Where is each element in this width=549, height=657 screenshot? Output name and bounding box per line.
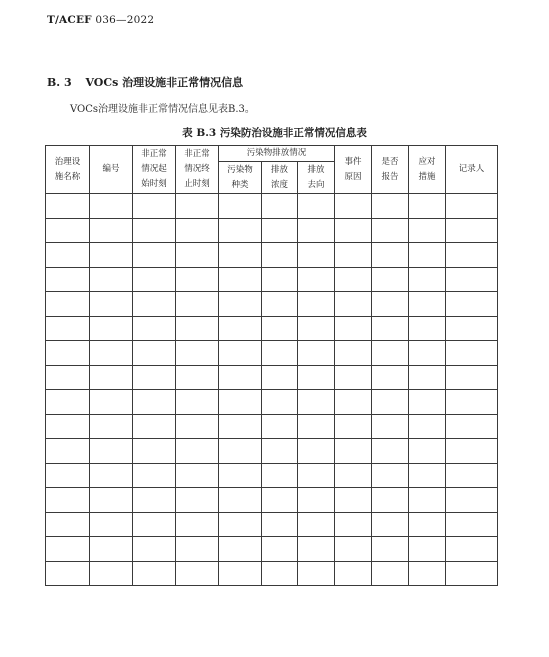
table-cell bbox=[372, 267, 409, 292]
table-cell bbox=[46, 243, 90, 268]
table-cell bbox=[262, 341, 298, 366]
table-cell bbox=[46, 390, 90, 415]
table-cell bbox=[262, 243, 298, 268]
table-cell bbox=[219, 194, 262, 219]
table-cell bbox=[409, 390, 446, 415]
table-row bbox=[46, 512, 498, 537]
table-cell bbox=[133, 463, 176, 488]
document-code-prefix: T/ACEF bbox=[47, 14, 92, 26]
table-cell bbox=[46, 439, 90, 464]
table-row bbox=[46, 390, 498, 415]
header-pollutant-type: 污染物 种类 bbox=[219, 162, 262, 194]
table-cell bbox=[372, 463, 409, 488]
table-cell bbox=[372, 243, 409, 268]
table-cell bbox=[133, 537, 176, 562]
table-cell bbox=[335, 194, 372, 219]
table-cell bbox=[446, 488, 498, 513]
table-cell bbox=[219, 218, 262, 243]
table-cell bbox=[262, 365, 298, 390]
table-cell bbox=[219, 488, 262, 513]
table-cell bbox=[176, 488, 219, 513]
section-number: B. 3 bbox=[47, 76, 72, 89]
table-cell bbox=[133, 194, 176, 219]
table-cell bbox=[262, 414, 298, 439]
table-cell bbox=[372, 292, 409, 317]
table-cell bbox=[176, 561, 219, 586]
table-cell bbox=[46, 414, 90, 439]
table-cell bbox=[298, 537, 335, 562]
table-cell bbox=[262, 537, 298, 562]
table-cell bbox=[446, 414, 498, 439]
document-code-number: 036—2022 bbox=[95, 14, 155, 26]
table-cell bbox=[219, 537, 262, 562]
table-cell bbox=[133, 218, 176, 243]
table-cell bbox=[372, 414, 409, 439]
table-cell bbox=[372, 537, 409, 562]
section-title: VOCs 治理设施非正常情况信息 bbox=[85, 76, 244, 89]
table-cell bbox=[409, 463, 446, 488]
table-cell bbox=[298, 512, 335, 537]
section-heading bbox=[47, 74, 243, 90]
table-cell bbox=[335, 561, 372, 586]
table-cell bbox=[446, 218, 498, 243]
table-cell bbox=[446, 512, 498, 537]
table-row bbox=[46, 316, 498, 341]
table-cell bbox=[176, 365, 219, 390]
header-recorder: 记录人 bbox=[446, 146, 498, 194]
table-cell bbox=[372, 365, 409, 390]
table-cell bbox=[446, 537, 498, 562]
table-cell bbox=[409, 292, 446, 317]
table-cell bbox=[133, 365, 176, 390]
table-cell bbox=[298, 414, 335, 439]
table-cell bbox=[133, 316, 176, 341]
table-cell bbox=[90, 218, 133, 243]
table-row bbox=[46, 488, 498, 513]
table-body bbox=[46, 194, 498, 586]
table-cell bbox=[335, 439, 372, 464]
table-cell bbox=[46, 561, 90, 586]
table-cell bbox=[262, 561, 298, 586]
table-cell bbox=[335, 537, 372, 562]
table-cell bbox=[133, 561, 176, 586]
table-row bbox=[46, 194, 498, 219]
table-cell bbox=[219, 365, 262, 390]
table-cell bbox=[335, 292, 372, 317]
table-cell bbox=[372, 390, 409, 415]
table-cell bbox=[298, 390, 335, 415]
table-cell bbox=[409, 488, 446, 513]
table-row bbox=[46, 439, 498, 464]
header-end-time: 非正常 情况终 止时刻 bbox=[176, 146, 219, 194]
table-cell bbox=[90, 488, 133, 513]
header-emission-dest: 排放 去向 bbox=[298, 162, 335, 194]
table-cell bbox=[219, 341, 262, 366]
header-emission-conc: 排放 浓度 bbox=[262, 162, 298, 194]
table-cell bbox=[176, 414, 219, 439]
header-event-cause: 事件 原因 bbox=[335, 146, 372, 194]
table-cell bbox=[298, 243, 335, 268]
table-cell bbox=[46, 537, 90, 562]
table-cell bbox=[133, 341, 176, 366]
table-cell bbox=[446, 194, 498, 219]
table-cell bbox=[262, 439, 298, 464]
table-cell bbox=[372, 194, 409, 219]
table-cell bbox=[262, 488, 298, 513]
header-measures: 应对 措施 bbox=[409, 146, 446, 194]
header-reported: 是否 报告 bbox=[372, 146, 409, 194]
table-cell bbox=[335, 512, 372, 537]
table-cell bbox=[219, 463, 262, 488]
table-cell bbox=[262, 463, 298, 488]
table-cell bbox=[446, 390, 498, 415]
table-cell bbox=[133, 292, 176, 317]
table-cell bbox=[262, 267, 298, 292]
table-cell bbox=[219, 390, 262, 415]
table-cell bbox=[335, 488, 372, 513]
table-cell bbox=[446, 463, 498, 488]
table-cell bbox=[298, 218, 335, 243]
table-cell bbox=[176, 292, 219, 317]
table-cell bbox=[262, 316, 298, 341]
table-cell bbox=[409, 439, 446, 464]
table-caption: 表 B.3 污染防治设施非正常情况信息表 bbox=[182, 127, 367, 139]
table-cell bbox=[133, 267, 176, 292]
table-cell bbox=[409, 194, 446, 219]
table-cell bbox=[372, 512, 409, 537]
table-cell bbox=[219, 316, 262, 341]
table-cell bbox=[409, 218, 446, 243]
abnormal-info-table bbox=[45, 145, 498, 586]
table-cell bbox=[409, 414, 446, 439]
header-facility-name: 治理设 施名称 bbox=[46, 146, 90, 194]
table-cell bbox=[176, 463, 219, 488]
table-row bbox=[46, 365, 498, 390]
table-cell bbox=[219, 561, 262, 586]
table-cell bbox=[46, 316, 90, 341]
table-cell bbox=[335, 218, 372, 243]
table-cell bbox=[90, 537, 133, 562]
table-cell bbox=[335, 365, 372, 390]
table-cell bbox=[409, 537, 446, 562]
table-cell bbox=[335, 414, 372, 439]
table-cell bbox=[335, 390, 372, 415]
header-serial-no: 编号 bbox=[90, 146, 133, 194]
table-cell bbox=[176, 341, 219, 366]
table-row bbox=[46, 561, 498, 586]
table-cell bbox=[298, 488, 335, 513]
table-cell bbox=[46, 365, 90, 390]
table-cell bbox=[446, 316, 498, 341]
intro-paragraph: VOCs治理设施非正常情况信息见表B.3。 bbox=[70, 104, 255, 115]
table-cell bbox=[298, 463, 335, 488]
table-cell bbox=[90, 390, 133, 415]
table-cell bbox=[298, 439, 335, 464]
table-cell bbox=[219, 439, 262, 464]
table-cell bbox=[46, 194, 90, 219]
table-cell bbox=[176, 243, 219, 268]
table-cell bbox=[262, 390, 298, 415]
table-cell bbox=[446, 243, 498, 268]
table-cell bbox=[90, 292, 133, 317]
table-cell bbox=[90, 267, 133, 292]
table-cell bbox=[409, 561, 446, 586]
table-cell bbox=[176, 390, 219, 415]
table-cell bbox=[90, 365, 133, 390]
table-cell bbox=[372, 561, 409, 586]
table-cell bbox=[298, 292, 335, 317]
table-cell bbox=[133, 414, 176, 439]
table-cell bbox=[219, 414, 262, 439]
table-cell bbox=[46, 292, 90, 317]
table-cell bbox=[372, 488, 409, 513]
table-cell bbox=[335, 243, 372, 268]
table-cell bbox=[176, 537, 219, 562]
table-cell bbox=[46, 341, 90, 366]
table-cell bbox=[133, 512, 176, 537]
table-cell bbox=[372, 316, 409, 341]
table-cell bbox=[176, 316, 219, 341]
table-cell bbox=[298, 561, 335, 586]
table-cell bbox=[446, 341, 498, 366]
table-cell bbox=[46, 512, 90, 537]
table-cell bbox=[176, 267, 219, 292]
table-cell bbox=[90, 561, 133, 586]
table-cell bbox=[409, 365, 446, 390]
table-cell bbox=[133, 488, 176, 513]
table-cell bbox=[90, 439, 133, 464]
table-cell bbox=[90, 414, 133, 439]
table-cell bbox=[298, 341, 335, 366]
table-cell bbox=[133, 390, 176, 415]
table-cell bbox=[446, 267, 498, 292]
table-cell bbox=[335, 316, 372, 341]
table-cell bbox=[176, 194, 219, 219]
table-cell bbox=[372, 341, 409, 366]
header-start-time: 非正常 情况起 始时刻 bbox=[133, 146, 176, 194]
table-cell bbox=[176, 218, 219, 243]
table-cell bbox=[219, 267, 262, 292]
table-row bbox=[46, 218, 498, 243]
table-cell bbox=[176, 439, 219, 464]
table-row bbox=[46, 243, 498, 268]
table-cell bbox=[219, 243, 262, 268]
table-cell bbox=[372, 218, 409, 243]
table-row bbox=[46, 537, 498, 562]
table-cell bbox=[262, 194, 298, 219]
table-row bbox=[46, 267, 498, 292]
table-cell bbox=[219, 292, 262, 317]
table-cell bbox=[46, 267, 90, 292]
table-cell bbox=[90, 463, 133, 488]
table-row bbox=[46, 292, 498, 317]
table-cell bbox=[409, 316, 446, 341]
table-cell bbox=[262, 218, 298, 243]
table-cell bbox=[446, 365, 498, 390]
table-cell bbox=[46, 488, 90, 513]
table-cell bbox=[90, 194, 133, 219]
header-emission-group: 污染物排放情况 bbox=[219, 146, 335, 162]
table-cell bbox=[409, 341, 446, 366]
table-cell bbox=[335, 463, 372, 488]
table-row bbox=[46, 341, 498, 366]
table-cell bbox=[298, 267, 335, 292]
table-cell bbox=[133, 439, 176, 464]
table-cell bbox=[298, 365, 335, 390]
table-cell bbox=[409, 267, 446, 292]
table-cell bbox=[335, 341, 372, 366]
table-cell bbox=[262, 292, 298, 317]
table-cell bbox=[372, 439, 409, 464]
table-cell bbox=[335, 267, 372, 292]
table-cell bbox=[90, 341, 133, 366]
table-cell bbox=[46, 463, 90, 488]
table-cell bbox=[262, 512, 298, 537]
table-cell bbox=[409, 512, 446, 537]
table-cell bbox=[298, 194, 335, 219]
table-cell bbox=[409, 243, 446, 268]
table-cell bbox=[90, 512, 133, 537]
table-cell bbox=[46, 218, 90, 243]
table-cell bbox=[446, 439, 498, 464]
table-cell bbox=[446, 561, 498, 586]
table-row bbox=[46, 414, 498, 439]
table-cell bbox=[298, 316, 335, 341]
table-cell bbox=[133, 243, 176, 268]
table-cell bbox=[90, 316, 133, 341]
table-cell bbox=[176, 512, 219, 537]
table-cell bbox=[446, 292, 498, 317]
document-code bbox=[47, 14, 154, 26]
table-cell bbox=[219, 512, 262, 537]
table-cell bbox=[90, 243, 133, 268]
table-row bbox=[46, 463, 498, 488]
